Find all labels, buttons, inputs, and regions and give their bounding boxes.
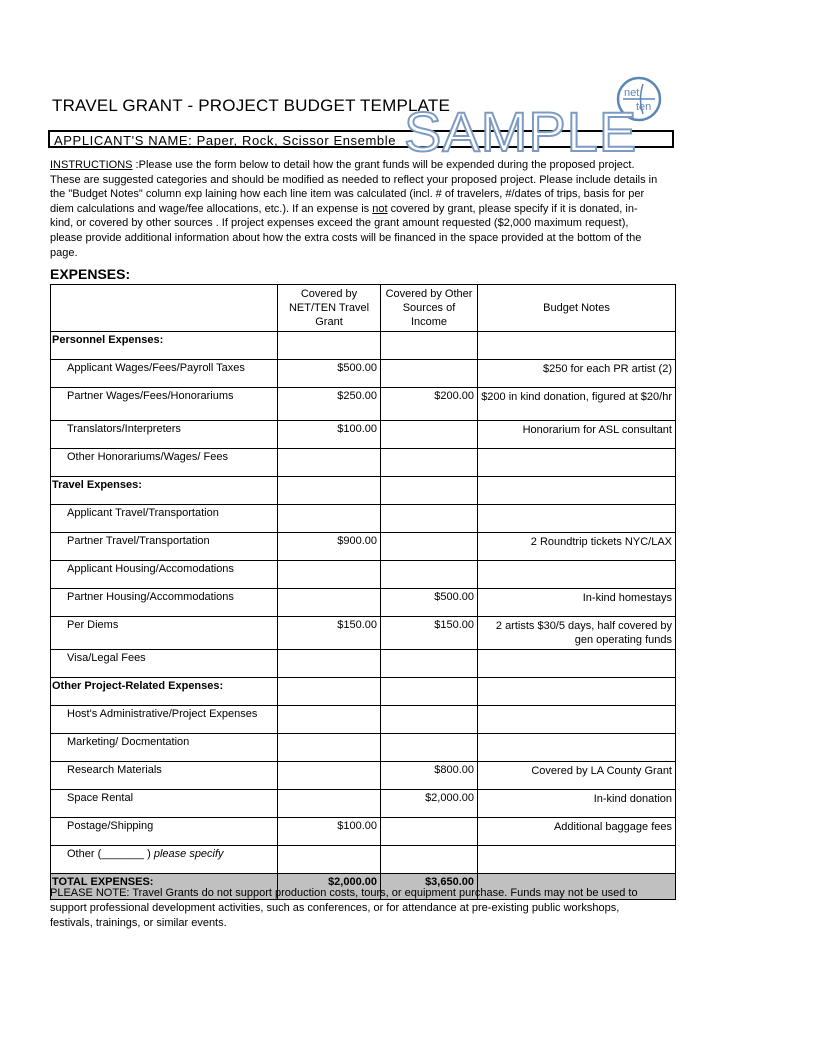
header-cell-notes: Budget Notes bbox=[478, 285, 676, 332]
budget-note-cell[interactable]: $250 for each PR artist (2) bbox=[478, 360, 676, 388]
row-label-text: Partner Wages/Fees/Honorariums bbox=[67, 390, 234, 402]
other-amount-cell[interactable]: $200.00 bbox=[381, 388, 478, 421]
grant-amount-cell[interactable] bbox=[278, 650, 381, 678]
other-amount-cell[interactable] bbox=[381, 421, 478, 449]
row-label-text: Marketing/ Docmentation bbox=[67, 736, 190, 748]
grant-amount-cell[interactable] bbox=[278, 790, 381, 818]
total-grant-cell: $2,000.00 bbox=[278, 874, 381, 900]
table-row bbox=[51, 360, 676, 388]
budget-note-cell[interactable]: In-kind homestays bbox=[478, 589, 676, 617]
budget-note-cell[interactable] bbox=[478, 650, 676, 678]
other-cell[interactable] bbox=[381, 678, 478, 706]
row-label-text: Per Diems bbox=[67, 619, 119, 631]
row-label bbox=[51, 790, 278, 818]
budget-note-cell[interactable] bbox=[478, 846, 676, 874]
other-amount-cell[interactable]: $150.00 bbox=[381, 617, 478, 650]
row-label-text: Postage/Shipping bbox=[67, 820, 154, 832]
total-other-cell: $3,650.00 bbox=[381, 874, 478, 900]
row-label bbox=[51, 449, 278, 477]
other-amount-cell[interactable]: $800.00 bbox=[381, 762, 478, 790]
grant-amount-cell[interactable] bbox=[278, 589, 381, 617]
budget-note-cell[interactable]: In-kind donation bbox=[478, 790, 676, 818]
budget-note-cell[interactable]: Additional baggage fees bbox=[478, 818, 676, 846]
table-row bbox=[51, 388, 676, 421]
table-row bbox=[51, 818, 676, 846]
budget-note-cell[interactable] bbox=[478, 734, 676, 762]
row-label bbox=[51, 360, 278, 388]
budget-note-cell[interactable] bbox=[478, 561, 676, 589]
notes-cell[interactable] bbox=[478, 678, 676, 706]
table-row bbox=[51, 421, 676, 449]
grant-amount-cell[interactable]: $100.00 bbox=[278, 421, 381, 449]
sample-watermark: SAMPLE bbox=[404, 100, 638, 163]
grant-cell[interactable] bbox=[278, 332, 381, 360]
table-row bbox=[51, 790, 676, 818]
other-amount-cell[interactable] bbox=[381, 650, 478, 678]
grant-amount-cell[interactable]: $500.00 bbox=[278, 360, 381, 388]
row-label bbox=[51, 505, 278, 533]
other-amount-cell[interactable] bbox=[381, 818, 478, 846]
row-label-text: Applicant Travel/Transportation bbox=[67, 507, 219, 519]
row-label-hint: please specify bbox=[153, 848, 224, 860]
row-label-text: Other Honorariums/Wages/ Fees bbox=[67, 451, 228, 463]
row-label-text: Partner Travel/Transportation bbox=[67, 535, 210, 547]
row-label-text: Space Rental bbox=[67, 792, 134, 804]
grant-amount-cell[interactable] bbox=[278, 734, 381, 762]
row-label bbox=[51, 561, 278, 589]
section-title: Personnel Expenses: bbox=[51, 332, 278, 360]
budget-note-cell[interactable] bbox=[478, 449, 676, 477]
table-row bbox=[51, 846, 676, 874]
table-row bbox=[51, 561, 676, 589]
table-row bbox=[51, 734, 676, 762]
expenses-heading: EXPENSES: bbox=[50, 266, 131, 282]
logo-text-top: net bbox=[624, 87, 640, 99]
row-label bbox=[51, 846, 278, 874]
table-row bbox=[51, 650, 676, 678]
grant-cell[interactable] bbox=[278, 477, 381, 505]
instructions-text-2: covered by grant, please specify if it is donated, in-kind, or covered by other sources . If project expenses exceed the grant amount requested ($2,000 maximum request), please provide additional information about how the extra costs will be financed in the space provided at the bottom of the page. bbox=[50, 202, 642, 259]
section-header-row bbox=[51, 678, 676, 706]
applicant-name-text: APPLICANT'S NAME: Paper, Rock, Scissor Ensemble bbox=[54, 133, 397, 148]
grant-amount-cell[interactable] bbox=[278, 846, 381, 874]
instructions-paragraph bbox=[50, 158, 660, 260]
budget-note-cell[interactable]: $200 in kind donation, figured at $20/hr bbox=[478, 388, 676, 421]
row-label bbox=[51, 421, 278, 449]
other-cell[interactable] bbox=[381, 477, 478, 505]
row-label bbox=[51, 734, 278, 762]
grant-amount-cell[interactable]: $100.00 bbox=[278, 818, 381, 846]
footer-note: PLEASE NOTE: Travel Grants do not support production costs, tours, or equipment purchase. Funds may not be used to support professional development activities, such as conferences, or for attendance at pre-existing public workshops, festivals, trainings, or similar events. bbox=[50, 887, 638, 929]
header-cell-grant: Covered by NET/TEN Travel Grant bbox=[278, 285, 381, 332]
instructions-label: INSTRUCTIONS bbox=[50, 159, 133, 171]
budget-note-cell[interactable] bbox=[478, 505, 676, 533]
table-row bbox=[51, 706, 676, 734]
row-label-text: Visa/Legal Fees bbox=[67, 652, 146, 664]
row-label bbox=[51, 762, 278, 790]
budget-table bbox=[50, 284, 676, 900]
section-title: Travel Expenses: bbox=[51, 477, 278, 505]
other-amount-cell[interactable] bbox=[381, 561, 478, 589]
other-amount-cell[interactable] bbox=[381, 533, 478, 561]
grant-amount-cell[interactable]: $150.00 bbox=[278, 617, 381, 650]
other-amount-cell[interactable]: $500.00 bbox=[381, 589, 478, 617]
grant-amount-cell[interactable] bbox=[278, 706, 381, 734]
row-label bbox=[51, 706, 278, 734]
other-amount-cell[interactable]: $2,000.00 bbox=[381, 790, 478, 818]
other-amount-cell[interactable] bbox=[381, 505, 478, 533]
other-amount-cell[interactable] bbox=[381, 360, 478, 388]
row-label-text: Translators/Interpreters bbox=[67, 423, 181, 435]
instructions-text-1: :Please use the form below to detail how the grant funds will be expended during the proposed project. These are suggested categories and should be modified as needed to reflect your proposed project. Please include details in the "Budget Notes" column exp laining how each line item was calculated (incl. # of travelers, #/dates of trips, basis for per diem calculations and wage/fee allocations, etc.). If an expense is bbox=[50, 159, 658, 215]
section-header-row bbox=[51, 332, 676, 360]
other-amount-cell[interactable] bbox=[381, 706, 478, 734]
grant-amount-cell[interactable] bbox=[278, 505, 381, 533]
section-header-row bbox=[51, 477, 676, 505]
row-label bbox=[51, 533, 278, 561]
logo-text-bottom: ten bbox=[636, 101, 652, 113]
table-row bbox=[51, 533, 676, 561]
budget-note-cell[interactable]: 2 artists $30/5 days, half covered by gen operating funds bbox=[478, 617, 676, 650]
total-label: TOTAL EXPENSES: bbox=[51, 874, 278, 900]
budget-note-cell[interactable]: Covered by LA County Grant bbox=[478, 762, 676, 790]
section-title: Other Project-Related Expenses: bbox=[51, 678, 278, 706]
table-row bbox=[51, 449, 676, 477]
row-label-text: Host's Administrative/Project Expenses bbox=[67, 708, 258, 720]
row-label bbox=[51, 388, 278, 421]
notes-cell[interactable] bbox=[478, 477, 676, 505]
row-label-text: Research Materials bbox=[67, 764, 162, 776]
row-label-text: Partner Housing/Accommodations bbox=[67, 591, 234, 603]
other-amount-cell[interactable] bbox=[381, 734, 478, 762]
instructions-not: not bbox=[372, 202, 388, 215]
row-label bbox=[51, 589, 278, 617]
grant-amount-cell[interactable] bbox=[278, 449, 381, 477]
row-label bbox=[51, 617, 278, 650]
row-label-text: Applicant Wages/Fees/Payroll Taxes bbox=[67, 362, 245, 374]
grant-amount-cell[interactable] bbox=[278, 762, 381, 790]
table-row bbox=[51, 589, 676, 617]
table-header-row bbox=[51, 285, 676, 332]
grant-cell[interactable] bbox=[278, 678, 381, 706]
notes-cell[interactable] bbox=[478, 332, 676, 360]
table-row bbox=[51, 762, 676, 790]
grant-amount-cell[interactable]: $250.00 bbox=[278, 388, 381, 421]
row-label bbox=[51, 650, 278, 678]
row-label-text: Other (_______ ) bbox=[67, 848, 151, 860]
budget-note-cell[interactable] bbox=[478, 706, 676, 734]
other-amount-cell[interactable] bbox=[381, 846, 478, 874]
row-label bbox=[51, 818, 278, 846]
table-row bbox=[51, 617, 676, 650]
budget-note-cell[interactable]: 2 Roundtrip tickets NYC/LAX bbox=[478, 533, 676, 561]
header-cell-label bbox=[51, 285, 278, 332]
other-cell[interactable] bbox=[381, 332, 478, 360]
grant-amount-cell[interactable]: $900.00 bbox=[278, 533, 381, 561]
header-cell-other: Covered by Other Sources of Income bbox=[381, 285, 478, 332]
table-row bbox=[51, 505, 676, 533]
row-label-text: Applicant Housing/Accomodations bbox=[67, 563, 234, 575]
budget-note-cell[interactable]: Honorarium for ASL consultant bbox=[478, 421, 676, 449]
page-title: TRAVEL GRANT - PROJECT BUDGET TEMPLATE bbox=[52, 96, 451, 115]
grant-amount-cell[interactable] bbox=[278, 561, 381, 589]
other-amount-cell[interactable] bbox=[381, 449, 478, 477]
